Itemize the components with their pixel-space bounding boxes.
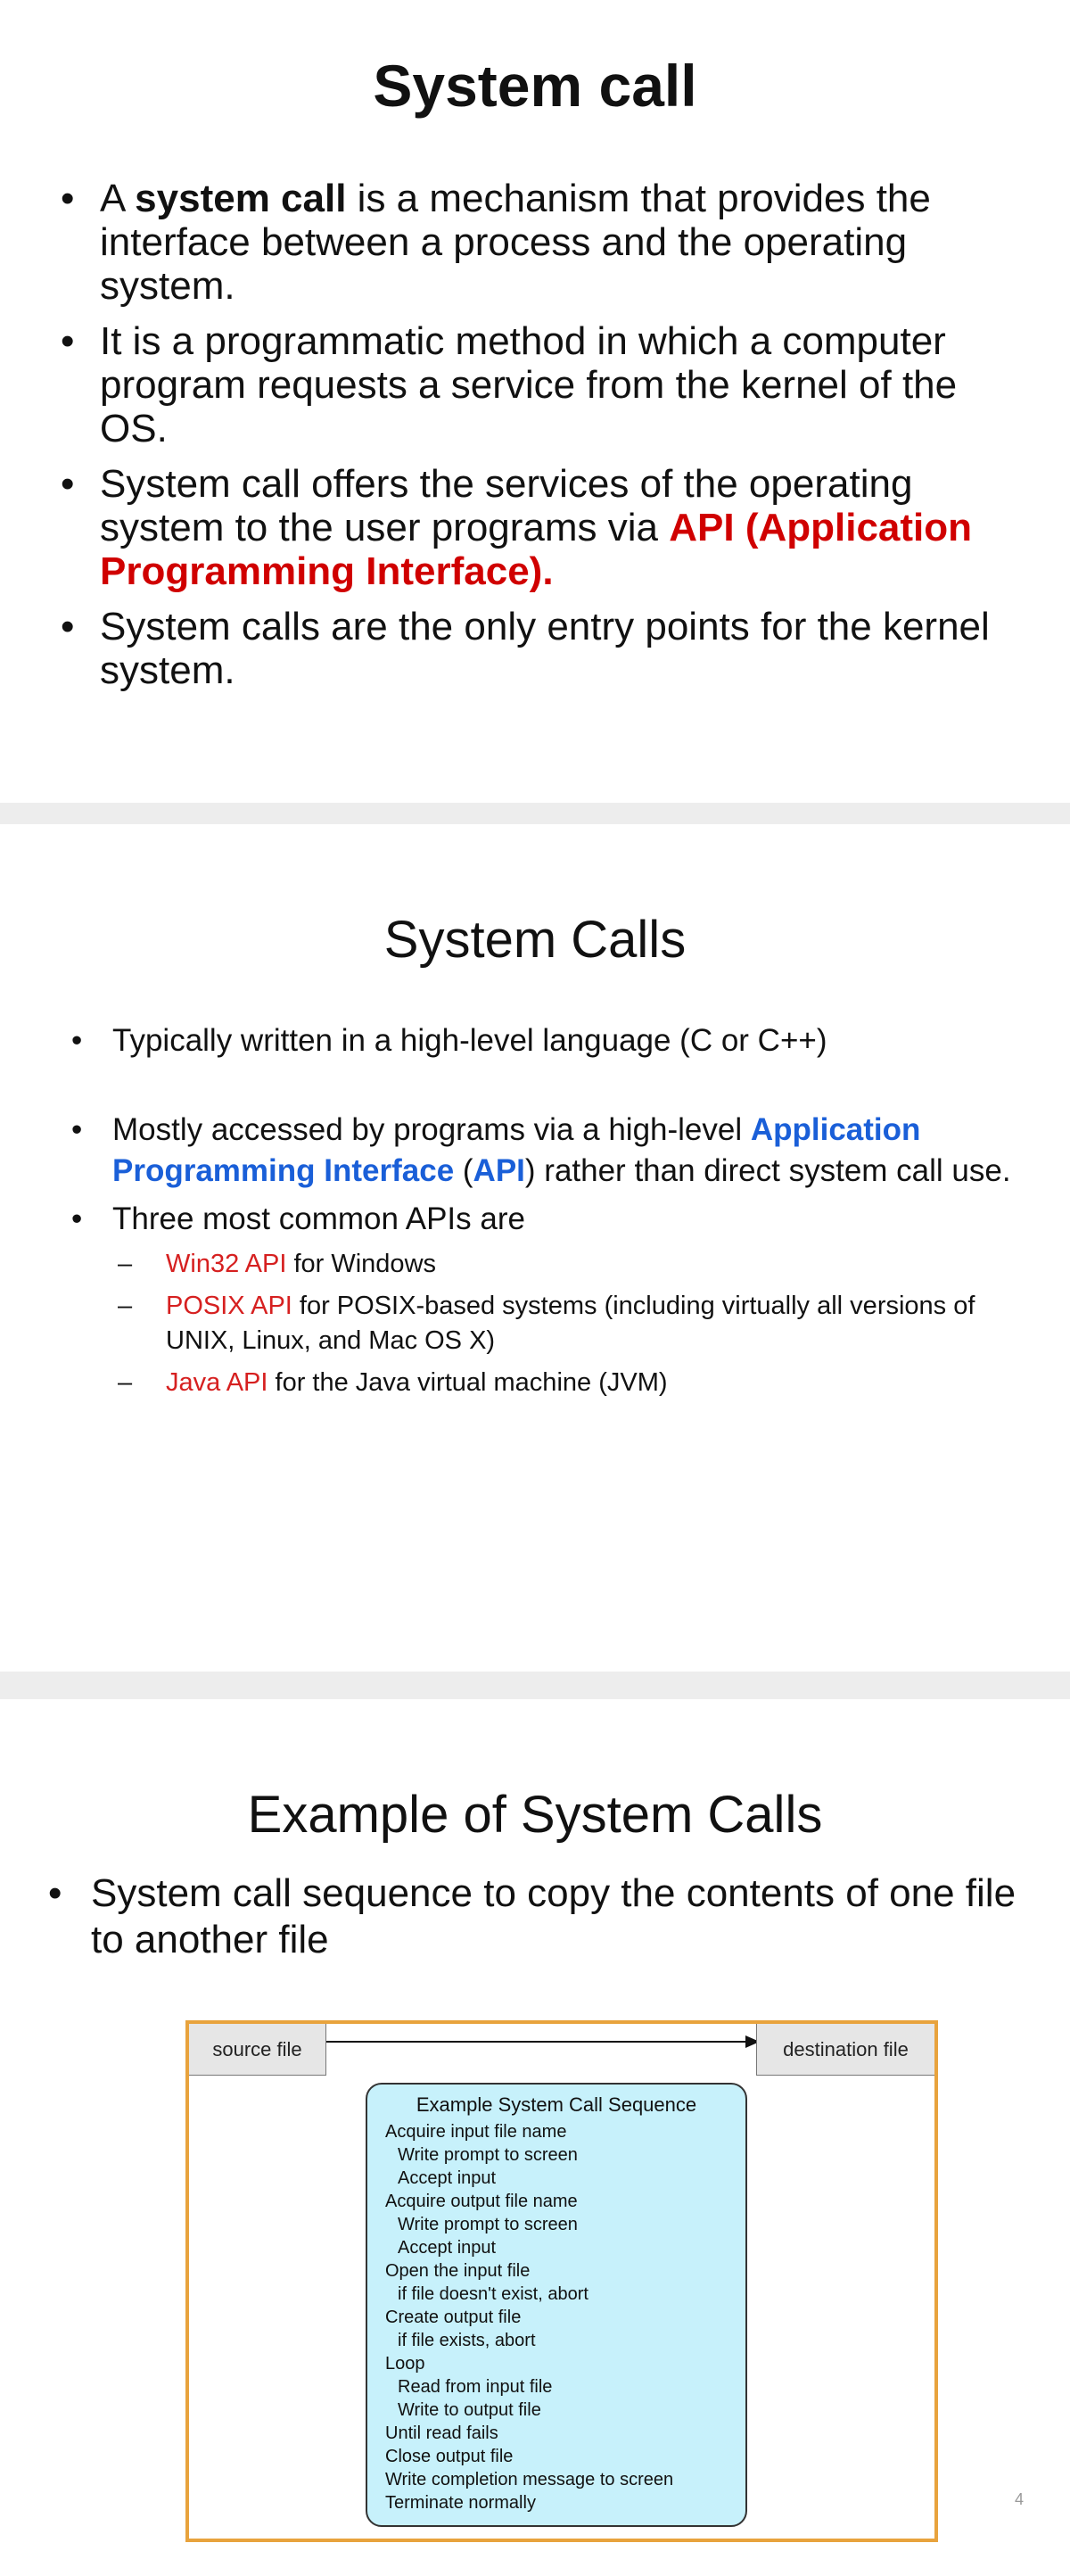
- slide-title: Example of System Calls: [247, 1786, 823, 1844]
- api-highlight: API (Application Programming Interface).: [100, 506, 973, 593]
- api-term: Application Programming Interface: [112, 1112, 921, 1188]
- bullet-item: • Typically written in a high-level language (C or C++): [64, 1020, 1027, 1061]
- system-call-diagram: [185, 2020, 938, 2542]
- sub-item: – Java API for the Java virtual machine (JVM): [112, 1366, 1027, 1400]
- sequence-line: Accept input: [398, 2238, 497, 2258]
- bullet-dot-icon: •: [71, 1201, 83, 1236]
- bullet-dot-icon: •: [61, 319, 75, 363]
- sequence-line: Until read fails: [385, 2423, 498, 2443]
- bullet-dot-icon: •: [71, 1112, 83, 1147]
- call-sequence-box: [366, 2083, 747, 2527]
- destination-file-box: destination file: [756, 2024, 934, 2076]
- slide-system-calls: [0, 824, 1070, 1672]
- sequence-line: Terminate normally: [385, 2493, 536, 2513]
- bullet-dot-icon: •: [61, 605, 75, 648]
- sequence-line: Acquire output file name: [385, 2192, 578, 2211]
- bullet-item: • Three most common APIs are – Win32 API for Windows – POSIX API for POSIX-based systems (including virtually all versions of UNIX, Linux, and Mac OS X) – Java API for the Java virtual machine (JVM): [64, 1199, 1027, 1400]
- bullet-dot-icon: •: [71, 1023, 83, 1058]
- api-abbrev: API: [473, 1153, 525, 1188]
- api-name: POSIX API: [166, 1292, 292, 1320]
- sequence-line: Read from input file: [398, 2377, 553, 2397]
- bullet-list: [43, 1870, 1033, 1963]
- sub-item: – Win32 API for Windows: [112, 1247, 1027, 1282]
- bullet-item: • A system call is a mechanism that provides the interface between a process and the operating system.: [61, 177, 931, 308]
- page-number: 4: [1014, 2490, 1024, 2508]
- sequence-line: Create output file: [385, 2308, 522, 2327]
- sequence-line: Open the input file: [385, 2261, 531, 2281]
- dash-icon: –: [118, 1292, 133, 1320]
- bullet-dot-icon: •: [61, 462, 75, 506]
- sequence-lines: [385, 2120, 673, 2514]
- sequence-line: Loop: [385, 2354, 425, 2374]
- bullet-item: • System calls are the only entry points for the kernel system.: [61, 605, 990, 692]
- sequence-title: Example System Call Sequence: [416, 2093, 697, 2116]
- sequence-line: Write prompt to screen: [398, 2215, 578, 2234]
- sequence-line: Write prompt to screen: [398, 2145, 578, 2165]
- sequence-line: Close output file: [385, 2447, 514, 2466]
- sequence-line: Acquire input file name: [385, 2122, 567, 2142]
- api-name: Win32 API: [166, 1250, 287, 1278]
- sub-item: – POSIX API for POSIX-based systems (including virtually all versions of UNIX, Linux, and Mac OS X): [112, 1289, 1027, 1358]
- sequence-line: Write to output file: [398, 2400, 541, 2420]
- bullet-item: • Mostly accessed by programs via a high-level Application Programming Interface (API) rather than direct system call use.: [64, 1110, 1027, 1192]
- bullet-item: • It is a programmatic method in which a computer program requests a service from the kernel of the OS.: [61, 319, 958, 450]
- dash-icon: –: [118, 1368, 133, 1397]
- slide-example-system-calls: [0, 1699, 1070, 2576]
- source-file-box: source file: [189, 2024, 326, 2076]
- bold-term: system call: [135, 177, 347, 220]
- api-name: Java API: [166, 1368, 268, 1397]
- sequence-line: Write completion message to screen: [385, 2470, 674, 2489]
- bullet-list: [54, 177, 1034, 704]
- sequence-line: if file exists, abort: [398, 2331, 536, 2350]
- bullet-list: [64, 1020, 1027, 1408]
- dash-icon: –: [118, 1250, 133, 1278]
- bullet-item: • System call offers the services of the operating system to the user programs via API (Application Programming Interface).: [61, 462, 973, 593]
- bullet-dot-icon: •: [61, 177, 75, 220]
- slide-title: System call: [373, 53, 697, 119]
- bullet-dot-icon: •: [48, 1871, 62, 1915]
- arrow-right-icon: [326, 2033, 760, 2051]
- bullet-item: • System call sequence to copy the contents of one file to another file: [48, 1871, 1017, 1961]
- sub-list: [112, 1247, 1027, 1400]
- sequence-line: Accept input: [398, 2168, 497, 2188]
- slide-title: System Calls: [383, 911, 687, 969]
- sequence-line: if file doesn't exist, abort: [398, 2284, 588, 2304]
- slide-system-call: [0, 0, 1070, 803]
